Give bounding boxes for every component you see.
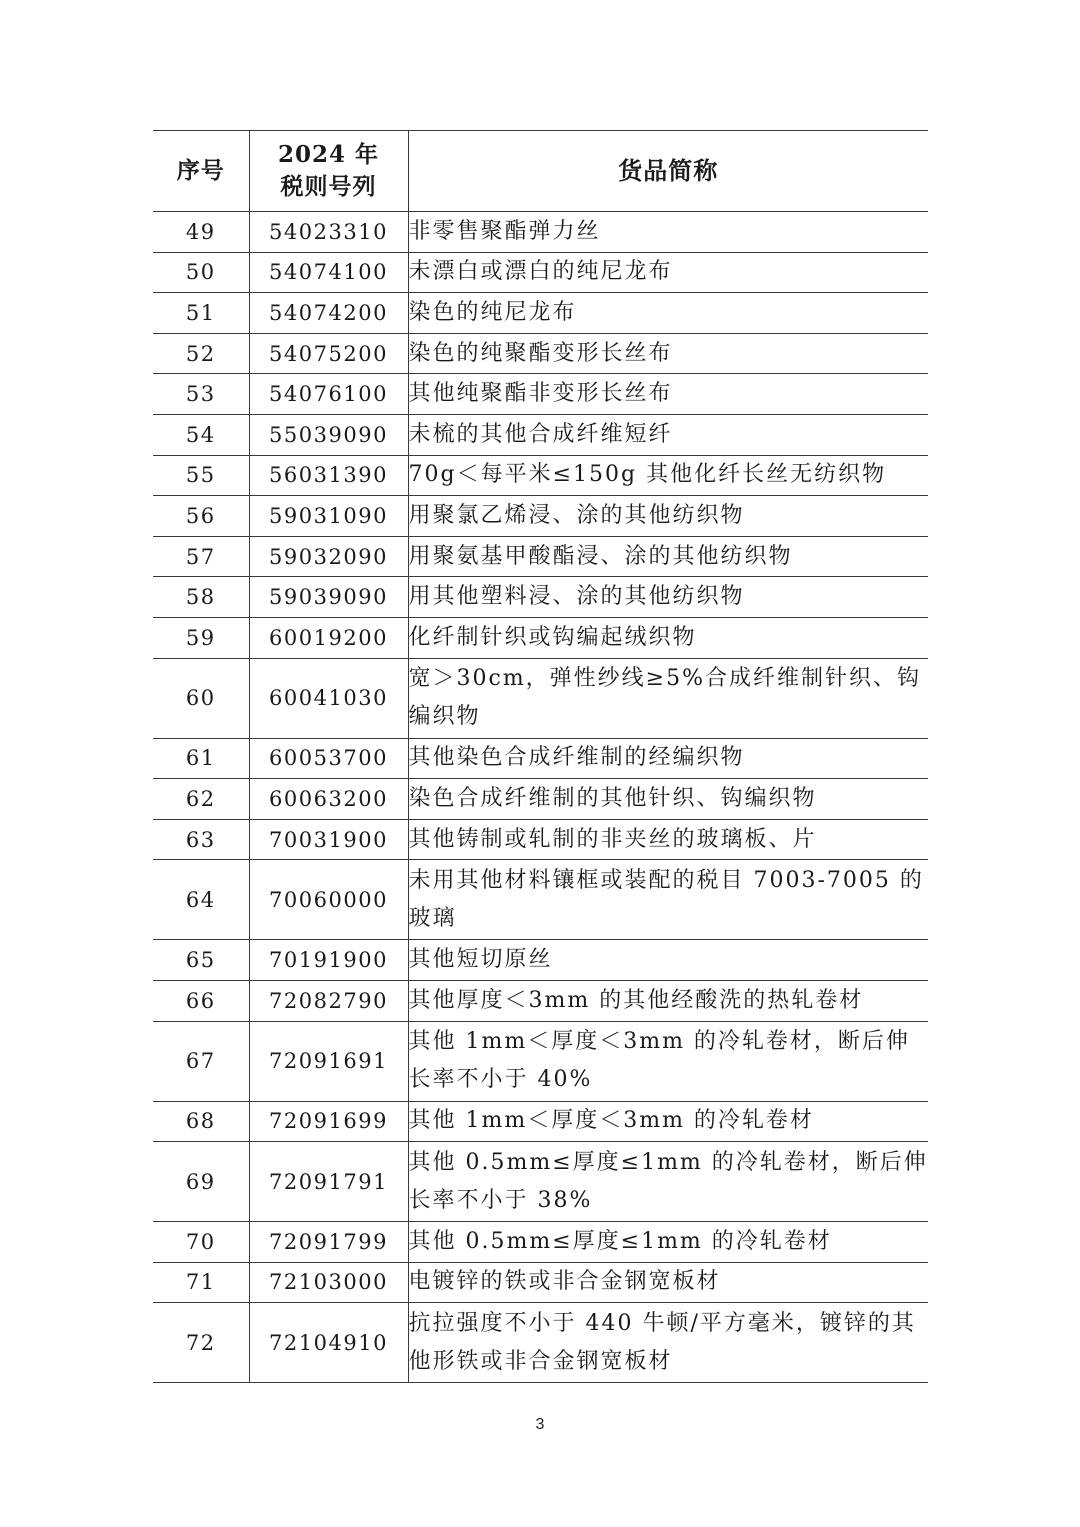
row-index: 55 <box>153 455 249 496</box>
table-row <box>153 293 928 334</box>
row-index: 58 <box>153 577 249 618</box>
row-tariff-code: 59039090 <box>249 577 408 618</box>
table-row <box>153 455 928 496</box>
header-product-name: 货品简称 <box>408 131 928 212</box>
table-row <box>153 1142 928 1222</box>
row-index: 71 <box>153 1262 249 1303</box>
header-tariff-code <box>249 131 408 212</box>
table-row <box>153 1262 928 1303</box>
row-index: 70 <box>153 1222 249 1263</box>
table-row <box>153 536 928 577</box>
row-product-name: 其他染色合成纤维制的经编织物 <box>408 738 928 779</box>
table-row <box>153 252 928 293</box>
row-product-name: 其他 1mm＜厚度＜3mm 的冷轧卷材 <box>408 1101 928 1142</box>
row-index: 59 <box>153 617 249 658</box>
row-index: 60 <box>153 658 249 738</box>
table-row <box>153 1303 928 1383</box>
table-row <box>153 1222 928 1263</box>
row-index: 54 <box>153 414 249 455</box>
row-tariff-code: 54074100 <box>249 252 408 293</box>
row-tariff-code: 59032090 <box>249 536 408 577</box>
row-product-name: 70g＜每平米≤150g 其他化纤长丝无纺织物 <box>408 455 928 496</box>
row-product-name: 用其他塑料浸、涂的其他纺织物 <box>408 577 928 618</box>
row-product-name: 染色的纯尼龙布 <box>408 293 928 334</box>
table-row <box>153 738 928 779</box>
row-product-name: 非零售聚酯弹力丝 <box>408 212 928 253</box>
row-product-name: 电镀锌的铁或非合金钢宽板材 <box>408 1262 928 1303</box>
row-index: 57 <box>153 536 249 577</box>
table-row <box>153 779 928 820</box>
row-index: 61 <box>153 738 249 779</box>
row-tariff-code: 70031900 <box>249 819 408 860</box>
header-tariff-code-line2: 税则号列 <box>280 173 377 200</box>
row-tariff-code: 59031090 <box>249 496 408 537</box>
row-index: 62 <box>153 779 249 820</box>
row-product-name: 染色合成纤维制的其他针织、钩编织物 <box>408 779 928 820</box>
row-index: 65 <box>153 940 249 981</box>
row-product-name: 未用其他材料镶框或装配的税目 7003-7005 的玻璃 <box>408 860 928 940</box>
row-product-name: 未梳的其他合成纤维短纤 <box>408 414 928 455</box>
row-tariff-code: 60041030 <box>249 658 408 738</box>
table-row <box>153 414 928 455</box>
row-tariff-code: 54074200 <box>249 293 408 334</box>
row-index: 63 <box>153 819 249 860</box>
table-row <box>153 212 928 253</box>
row-tariff-code: 54076100 <box>249 374 408 415</box>
row-index: 66 <box>153 980 249 1021</box>
row-index: 68 <box>153 1101 249 1142</box>
row-index: 72 <box>153 1303 249 1383</box>
row-tariff-code: 72091791 <box>249 1142 408 1222</box>
table-header-row <box>153 131 928 212</box>
table-row <box>153 860 928 940</box>
row-product-name: 抗拉强度不小于 440 牛顿/平方毫米，镀锌的其他形铁或非合金钢宽板材 <box>408 1303 928 1383</box>
table-row <box>153 374 928 415</box>
row-product-name: 其他 0.5mm≤厚度≤1mm 的冷轧卷材，断后伸长率不小于 38% <box>408 1142 928 1222</box>
row-tariff-code: 54075200 <box>249 333 408 374</box>
header-tariff-code-line1: 2024 年 <box>277 141 380 168</box>
table-row <box>153 940 928 981</box>
row-tariff-code: 72091799 <box>249 1222 408 1263</box>
row-index: 51 <box>153 293 249 334</box>
table-row <box>153 333 928 374</box>
table-row <box>153 617 928 658</box>
row-index: 50 <box>153 252 249 293</box>
table-row <box>153 658 928 738</box>
row-product-name: 未漂白或漂白的纯尼龙布 <box>408 252 928 293</box>
row-tariff-code: 55039090 <box>249 414 408 455</box>
row-tariff-code: 60019200 <box>249 617 408 658</box>
row-index: 67 <box>153 1021 249 1101</box>
row-tariff-code: 72104910 <box>249 1303 408 1383</box>
row-tariff-code: 72082790 <box>249 980 408 1021</box>
row-product-name: 其他厚度＜3mm 的其他经酸洗的热轧卷材 <box>408 980 928 1021</box>
row-tariff-code: 70191900 <box>249 940 408 981</box>
table-row <box>153 980 928 1021</box>
row-product-name: 其他铸制或轧制的非夹丝的玻璃板、片 <box>408 819 928 860</box>
header-index: 序号 <box>153 131 249 212</box>
row-product-name: 用聚氨基甲酸酯浸、涂的其他纺织物 <box>408 536 928 577</box>
row-tariff-code: 72103000 <box>249 1262 408 1303</box>
row-product-name: 宽＞30cm，弹性纱线≥5%合成纤维制针织、钩编织物 <box>408 658 928 738</box>
table-row <box>153 496 928 537</box>
table-row <box>153 819 928 860</box>
row-product-name: 染色的纯聚酯变形长丝布 <box>408 333 928 374</box>
tariff-table <box>153 130 928 1383</box>
table-row <box>153 1021 928 1101</box>
row-tariff-code: 70060000 <box>249 860 408 940</box>
row-tariff-code: 56031390 <box>249 455 408 496</box>
row-tariff-code: 60063200 <box>249 779 408 820</box>
table-row <box>153 577 928 618</box>
row-product-name: 其他短切原丝 <box>408 940 928 981</box>
row-index: 53 <box>153 374 249 415</box>
row-index: 49 <box>153 212 249 253</box>
row-tariff-code: 72091691 <box>249 1021 408 1101</box>
row-index: 56 <box>153 496 249 537</box>
row-product-name: 用聚氯乙烯浸、涂的其他纺织物 <box>408 496 928 537</box>
row-product-name: 其他 0.5mm≤厚度≤1mm 的冷轧卷材 <box>408 1222 928 1263</box>
row-index: 52 <box>153 333 249 374</box>
row-tariff-code: 60053700 <box>249 738 408 779</box>
table-row <box>153 1101 928 1142</box>
row-index: 64 <box>153 860 249 940</box>
row-product-name: 其他纯聚酯非变形长丝布 <box>408 374 928 415</box>
row-product-name: 其他 1mm＜厚度＜3mm 的冷轧卷材，断后伸长率不小于 40% <box>408 1021 928 1101</box>
page-number: 3 <box>535 1416 545 1433</box>
row-index: 69 <box>153 1142 249 1222</box>
row-tariff-code: 54023310 <box>249 212 408 253</box>
row-tariff-code: 72091699 <box>249 1101 408 1142</box>
row-product-name: 化纤制针织或钩编起绒织物 <box>408 617 928 658</box>
